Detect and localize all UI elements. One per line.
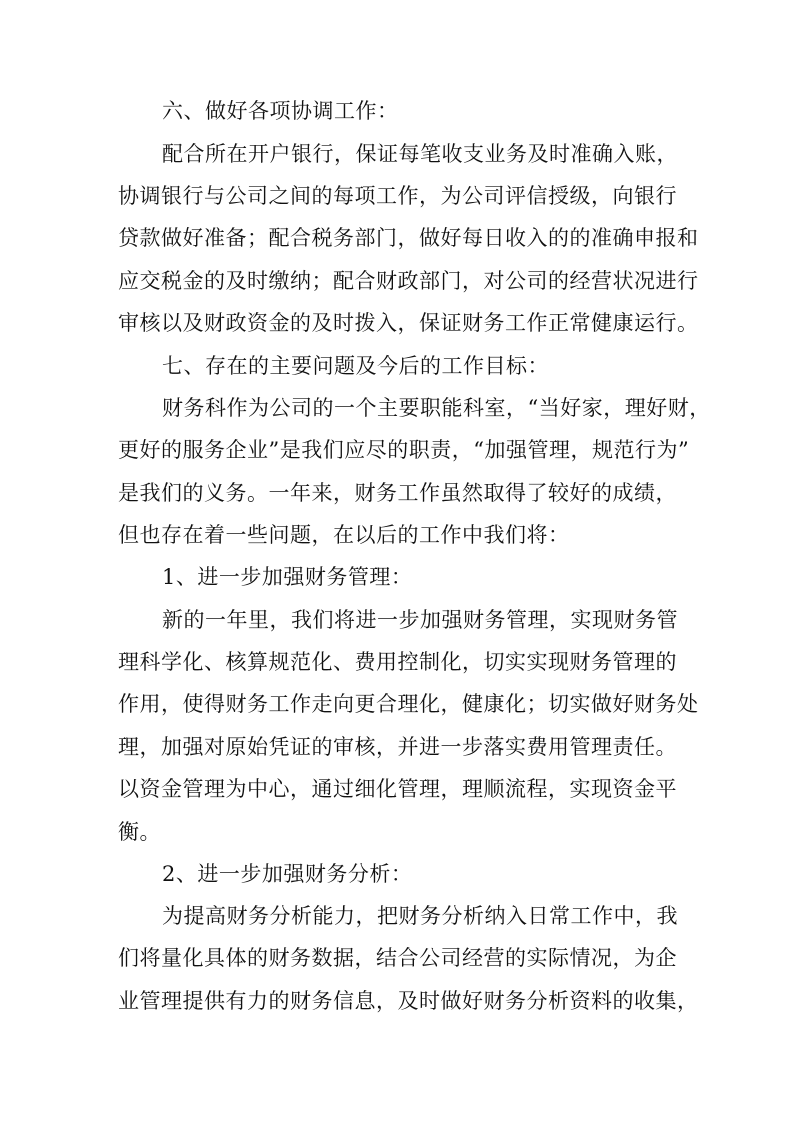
subsection-heading-2: 2、进一步加强财务分析：: [162, 862, 413, 886]
paragraph-line: 审核以及财政资金的及时拨入，保证财务工作正常健康运行。: [118, 311, 699, 335]
paragraph-line: 作用，使得财务工作走向更合理化，健康化；切实做好财务处: [118, 692, 699, 716]
paragraph-line: 但也存在着一些问题，在以后的工作中我们将：: [118, 523, 570, 547]
paragraph-line: 贷款做好准备；配合税务部门，做好每日收入的的准确申报和: [118, 226, 699, 250]
subsection-heading-1: 1、进一步加强财务管理：: [162, 565, 413, 589]
paragraph-line: 新的一年里，我们将进一步加强财务管理，实现财务管: [162, 608, 678, 632]
paragraph-line: 衡。: [118, 820, 161, 844]
paragraph-line: 业管理提供有力的财务信息，及时做好财务分析资料的收集，: [118, 989, 699, 1013]
paragraph-line: 财务科作为公司的一个主要职能科室，“当好家，理好财，: [162, 396, 711, 420]
paragraph-line: 以资金管理为中心，通过细化管理，理顺流程，实现资金平: [118, 777, 677, 801]
paragraph-line: 理，加强对原始凭证的审核，并进一步落实费用管理责任。: [118, 735, 677, 759]
paragraph-line: 们将量化具体的财务数据，结合公司经营的实际情况，为企: [118, 946, 677, 970]
paragraph-line: 应交税金的及时缴纳；配合财政部门，对公司的经营状况进行: [118, 269, 699, 293]
section-heading-6: 六、做好各项协调工作：: [162, 99, 399, 123]
paragraph-line: 是我们的义务。一年来，财务工作虽然取得了较好的成绩，: [118, 481, 677, 505]
paragraph-line: 为提高财务分析能力，把财务分析纳入日常工作中，我: [162, 904, 678, 928]
paragraph-line: 更好的服务企业”是我们应尽的职责，“加强管理，规范行为”: [118, 438, 690, 462]
paragraph-line: 配合所在开户银行，保证每笔收支业务及时准确入账，: [162, 142, 678, 166]
paragraph-line: 协调银行与公司之间的每项工作，为公司评信授级，向银行: [118, 184, 677, 208]
paragraph-line: 理科学化、核算规范化、费用控制化，切实实现财务管理的: [118, 650, 677, 674]
section-heading-7: 七、存在的主要问题及今后的工作目标：: [162, 354, 549, 378]
